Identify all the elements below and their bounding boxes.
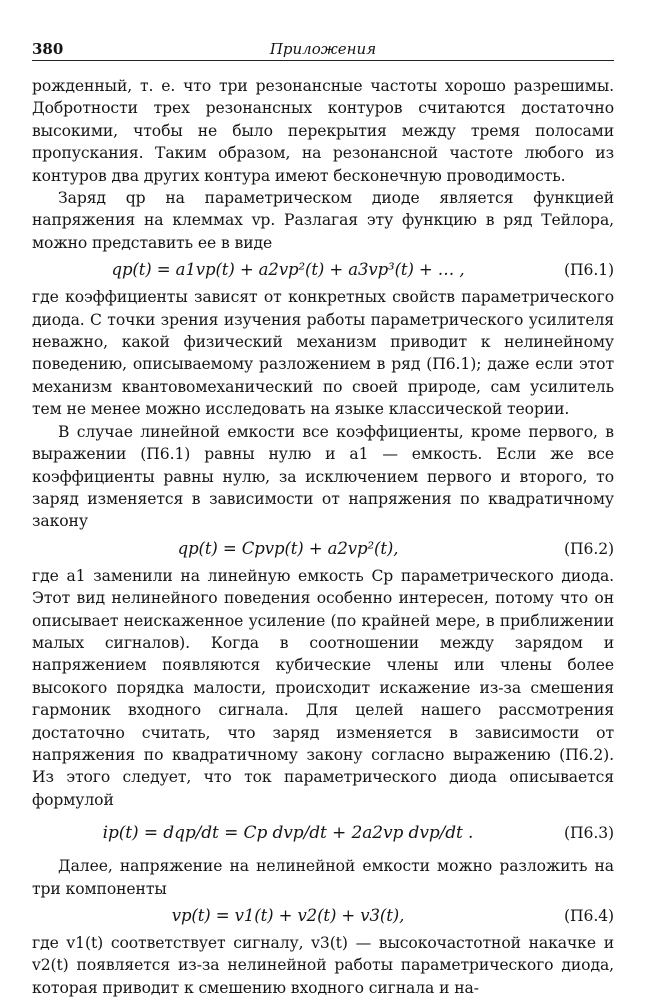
equation-formula: ip(t) = dqp/dt = Cp dvp/dt + 2a2vp dvp/dt . <box>102 823 474 844</box>
equation-number: (П6.3) <box>564 824 614 843</box>
equation-number: (П6.4) <box>564 907 614 925</box>
equation-formula: vp(t) = v1(t) + v2(t) + v3(t), <box>171 906 405 925</box>
equation-formula: qp(t) = a1vp(t) + a2vp²(t) + a3vp³(t) + … , <box>111 260 465 280</box>
equation-number: (П6.1) <box>564 261 614 280</box>
paragraph: где a1 заменили на линейную емкость Cp параметрического диода. Этот вид нелинейного поведения особенно интересен, потому что он описывает неискаженное усиление (по крайней мере, в приближении малых сигналов). Когда в соотношении между зарядом и напряжением появляются кубические члены или члены более высокого порядка малости, происходит искажение из-за смешения гармоник входного сигнала. Для целей нашего рассмотрения достаточно считать, что заряд изменяется в зависимости от напряжения по квадратичному закону согласно выражению (П6.2). Из этого следует, что ток параметрического диода описывается формулой <box>32 566 614 809</box>
running-title: Приложения <box>269 40 377 58</box>
equation-p6-3 <box>32 811 614 855</box>
page-header <box>32 40 614 61</box>
paragraph: рожденный, т. е. что три резонансные частоты хорошо разрешимы. Добротности трех резонансных контуров считаются достаточно высокими, чтобы не было перекрытия между тремя полосами пропускания. Таким образом, на резонансной частоте любого из контуров два других контура имеют бесконечную проводимость. <box>32 77 614 185</box>
equation-formula: qp(t) = Cpvp(t) + a2vp²(t), <box>177 538 399 558</box>
page-body <box>32 75 614 999</box>
paragraph: В случае линейной емкости все коэффициенты, кроме первого, в выражении (П6.1) равны нулю и a1 — емкость. Если же все коэффициенты равны нулю, за исключением первого и второго, то заряд изменяется в зависимости от напряжения по квадратичному закону <box>32 422 614 531</box>
paragraph: Далее, напряжение на нелинейной емкости можно разложить на три компоненты <box>32 857 614 898</box>
document-page <box>32 40 614 999</box>
equation-number: (П6.2) <box>564 539 614 558</box>
equation-p6-1 <box>32 254 614 286</box>
equation-p6-2 <box>32 533 614 565</box>
paragraph: где v1(t) соответствует сигналу, v3(t) — высокочастотной накачке и v2(t) появляется из-за нелинейной работы параметрического диода, которая приводит к смешению входного сигнала и на- <box>32 934 614 997</box>
equation-p6-4 <box>32 900 614 932</box>
paragraph: где коэффициенты зависят от конкретных свойств параметрического диода. С точки зрения изучения работы параметрического усилителя неважно, какой физический механизм приводит к нелинейному поведению, описываемому разложением в ряд (П6.1); даже если этот механизм квантовомеханический по своей природе, сам усилитель тем не менее можно исследовать на языке классической теории. <box>32 288 614 419</box>
page-number: 380 <box>32 40 64 58</box>
paragraph: Заряд qp на параметрическом диоде является функцией напряжения на клеммах vp. Разлагая эту функцию в ряд Тейлора, можно представить ее в виде <box>32 189 614 252</box>
